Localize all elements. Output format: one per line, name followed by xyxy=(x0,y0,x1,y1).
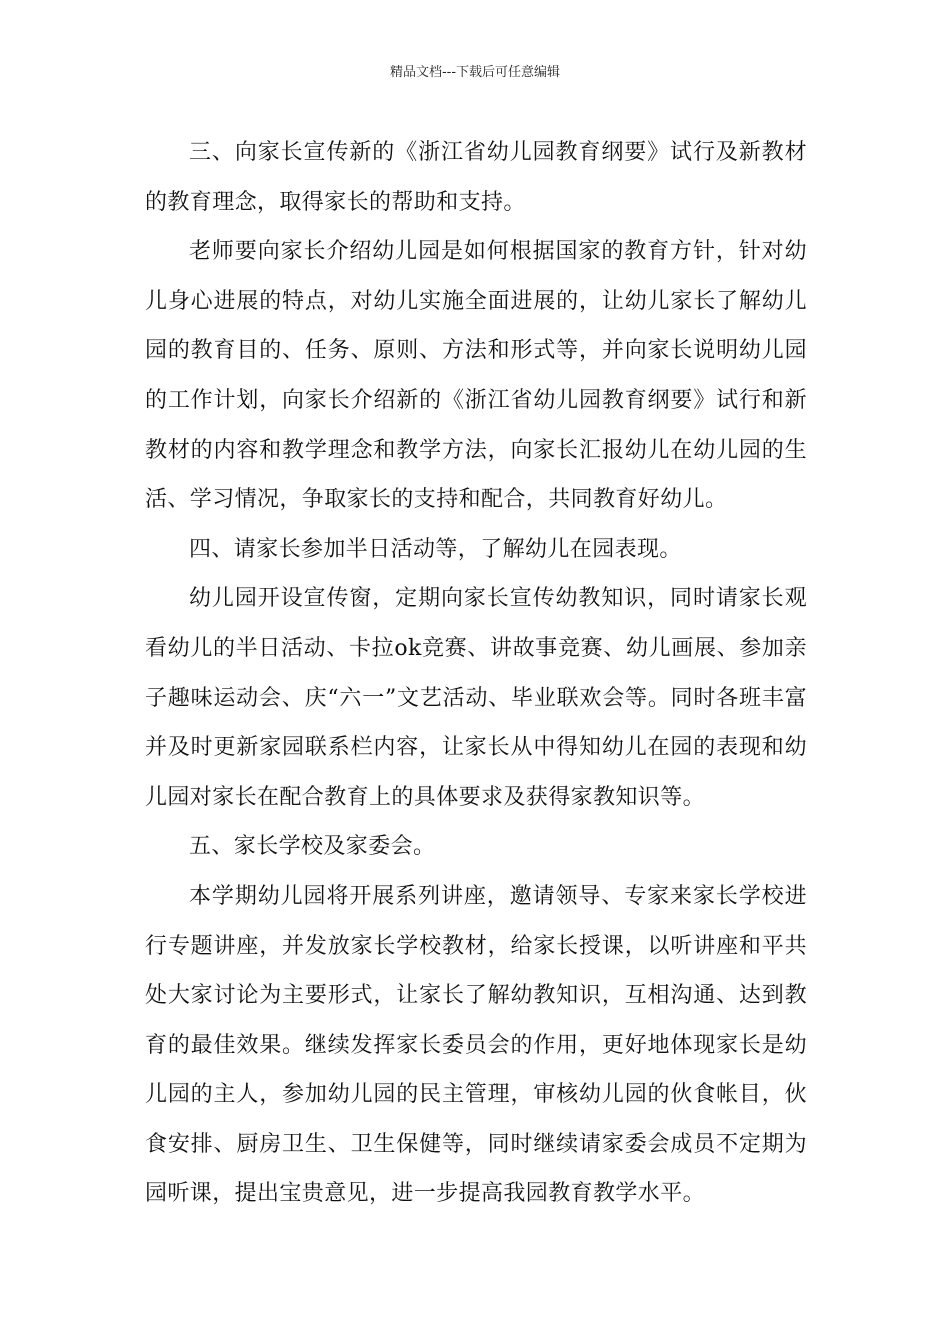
document-body xyxy=(145,128,807,1219)
page-header: 精品文档---下载后可任意编辑 xyxy=(389,65,561,80)
body-paragraph: 本学期幼儿园将开展系列讲座，邀请领导、专家来家长学校进行专题讲座，并发放家长学校教材，给家长授课，以听讲座和平共处大家讨论为主要形式，让家长了解幼教知识，互相沟通、达到教育的最佳效果。继续发挥家长委员会的作用，更好地体现家长是幼儿园的主人，参加幼儿园的民主管理，审核幼儿园的伙食帐目，伙食安排、厨房卫生、卫生保健等，同时继续请家委会成员不定期为园听课，提出宝贵意见，进一步提高我园教育教学水平。 xyxy=(145,883,807,1207)
body-paragraph: 老师要向家长介绍幼儿园是如何根据国家的教育方针，针对幼儿身心进展的特点，对幼儿实施全面进展的，让幼儿家长了解幼儿园的教育目的、任务、原则、方法和形式等，并向家长说明幼儿园的工作计划，向家长介绍新的《浙江省幼儿园教育纲要》试行和新教材的内容和教学理念和教学方法，向家长汇报幼儿在幼儿园的生活、学习情况，争取家长的支持和配合，共同教育好幼儿。 xyxy=(145,239,807,513)
body-paragraph: 幼儿园开设宣传窗，定期向家长宣传幼教知识，同时请家长观看幼儿的半日活动、卡拉ok竞赛、讲故事竞赛、幼儿画展、参加亲子趣味运动会、庆“六一”文艺活动、毕业联欢会等。同时各班丰富并及时更新家园联系栏内容，让家长从中得知幼儿在园的表现和幼儿园对家长在配合教育上的具体要求及获得家教知识等。 xyxy=(145,586,807,810)
section-heading-3: 三、向家长宣传新的《浙江省幼儿园教育纲要》试行及新教材的教育理念，取得家长的帮助和支持。 xyxy=(145,140,807,215)
section-heading-5: 五、家长学校及家委会。 xyxy=(189,834,436,860)
section-heading-4: 四、请家长参加半日活动等，了解幼儿在园表现。 xyxy=(189,536,682,562)
